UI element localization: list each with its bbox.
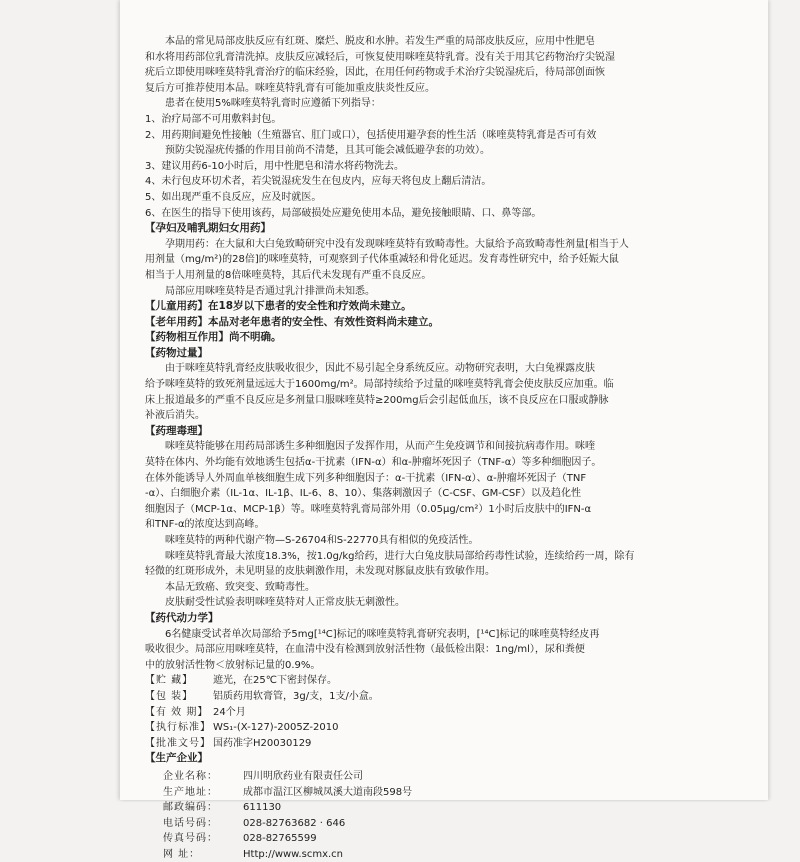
toxicology-line: 咪喹莫特的两种代谢产物—S-26704和S-22770具有相似的免疫活性。 bbox=[165, 535, 479, 546]
toxicology-line: 本品无致癌、致突变、致畸毒性。 bbox=[165, 581, 315, 593]
phone-row bbox=[163, 816, 665, 832]
fax-row bbox=[163, 831, 665, 847]
guide-item: 1、治疗局部不可用敷料封包。 bbox=[145, 113, 282, 125]
guide-item: 预防尖锐湿疣传播的作用目前尚不清楚，且其可能会减低避孕套的功效）。 bbox=[165, 145, 490, 157]
intro-line: 和水将用药部位乳膏清洗掉。皮肤反应减轻后，可恢复使用咪喹莫特乳膏。没有关于用其它药物治疗尖锐湿 bbox=[145, 51, 615, 63]
postcode-key: 邮政编码： bbox=[163, 802, 218, 814]
guide-item: 6、在医生的指导下使用该药，局部破损处应避免使用本品，避免接触眼睛、口、鼻等部。 bbox=[145, 207, 542, 219]
phone-value: 028-82763682 · 646 bbox=[243, 817, 346, 829]
guide-item: 4、未行包皮环切术者，若尖锐湿疣发生在包皮内，应每天将包皮上翻后清洁。 bbox=[145, 176, 492, 188]
toxicology-line: 在体外能诱导人外周血单核细胞生成下列多种细胞因子：α-干扰素（IFN-α）、α-肿瘤坏死因子（TNF bbox=[145, 472, 587, 484]
overdose-line: 由于咪喹莫特乳膏经皮肤吸收很少，因此不易引起全身系统反应。动物研究表明，大白兔裸露皮肤 bbox=[165, 363, 595, 375]
approval-row bbox=[145, 736, 665, 752]
website-value: Http://www.scmx.cn bbox=[243, 848, 343, 860]
pregnancy-line: 相当于人用剂量的8倍咪喹莫特，其后代未发现有严重不良反应。 bbox=[145, 269, 432, 281]
guide-item: 3、建议用药6-10小时后，用中性肥皂和清水将药物洗去。 bbox=[145, 160, 405, 172]
website-key: 网 址： bbox=[163, 848, 201, 860]
address-row bbox=[163, 785, 665, 801]
approval-key: 【批准文号】 bbox=[145, 737, 211, 749]
toxicology-line: 咪喹莫特乳膏最大浓度18.3%，按1.0g/kg给药，进行大白兔皮肤局部给药毒性试验，连续给药一周，除有 bbox=[165, 550, 635, 562]
standard-value: WS₁-(X-127)-2005Z-2010 bbox=[213, 722, 339, 734]
overdose-line: 给予咪喹莫特的致死剂量远远大于1600mg/m²。局部持续给予过量的咪喹莫特乳膏会使皮肤反应加重。临 bbox=[145, 379, 614, 391]
phone-key: 电话号码： bbox=[163, 817, 218, 829]
pregnancy-line: 孕期用药：在大鼠和大白兔致畸研究中没有发现咪喹莫特有致畸毒性。大鼠给予高致畸毒性剂量[相当于人 bbox=[165, 238, 629, 250]
pk-line: 6名健康受试者单次局部给予5mg[¹⁴C]标记的咪喹莫特乳膏研究表明，[¹⁴C]标记的咪喹莫特经皮再 bbox=[165, 628, 600, 640]
leaflet-content bbox=[145, 34, 665, 862]
company-name-key: 企业名称： bbox=[163, 770, 218, 782]
overdose-line: 床上报道最多的严重不良反应是多剂量口服咪喹莫特≥200mg后会引起低血压，该不良反应在口服或静脉 bbox=[145, 394, 609, 406]
storage-key: 【贮 藏】 bbox=[145, 675, 194, 687]
guide-item: 5、如出现严重不良反应，应及时就医。 bbox=[145, 191, 322, 203]
section-interaction: 【药物相互作用】尚不明确。 bbox=[145, 331, 282, 344]
section-heading-overdose: 【药物过量】 bbox=[145, 346, 208, 359]
shelf-life-row bbox=[145, 705, 665, 721]
toxicology-line: 咪喹莫特能够在用药局部诱生多种细胞因子发挥作用，从而产生免疫调节和间接抗病毒作用。咪喹 bbox=[165, 441, 595, 453]
section-children: 【儿童用药】在18岁以下患者的安全性和疗效尚未建立。 bbox=[145, 300, 412, 313]
section-heading-pregnancy: 【孕妇及哺乳期妇女用药】 bbox=[145, 222, 271, 235]
toxicology-line: 皮肤耐受性试验表明咪喹莫特对人正常皮肤无刺激性。 bbox=[165, 597, 405, 609]
pregnancy-line: 局部应用咪喹莫特是否通过乳汁排泄尚未知悉。 bbox=[165, 285, 375, 297]
section-heading-pk: 【药代动力学】 bbox=[145, 611, 219, 624]
company-info bbox=[145, 769, 665, 862]
section-elderly: 【老年用药】本品对老年患者的安全性、有效性资料尚未建立。 bbox=[145, 315, 439, 328]
storage-row bbox=[145, 673, 665, 689]
address-key: 生产地址： bbox=[163, 786, 218, 798]
toxicology-line: 轻微的红斑形成外，未见明显的皮肤刺激作用，未发现对豚鼠皮肤有致敏作用。 bbox=[145, 566, 495, 578]
shelf-life-key: 【有 效 期】 bbox=[145, 706, 209, 718]
intro-line: 复后方可推荐使用本品。咪喹莫特乳膏有可能加重皮肤炎性反应。 bbox=[145, 82, 435, 94]
toxicology-line: 莫特在体内、外均能有效地诱生包括α-干扰素（IFN-α）和α-肿瘤坏死因子（TNF-α）等多种细胞因子。 bbox=[145, 457, 602, 469]
company-name-row bbox=[163, 769, 665, 785]
standard-key: 【执行标准】 bbox=[145, 722, 211, 734]
pk-line: 中的放射活性物＜放射标记量的0.9%。 bbox=[145, 659, 321, 671]
overdose-line: 补液后消失。 bbox=[145, 410, 205, 422]
toxicology-line: -α）、白细胞介素（IL-1α、IL-1β、IL-6、8、10）、集落刺激因子（C-CSF、GM-CSF）以及趋化性 bbox=[145, 488, 581, 500]
toxicology-line: 细胞因子（MCP-1α、MCP-1β）等。咪喹莫特乳膏局部外用（0.05μg/cm²）1小时后皮肤中的IFN-α bbox=[145, 503, 592, 515]
package-key: 【包 装】 bbox=[145, 690, 194, 702]
website-row bbox=[163, 847, 665, 862]
section-heading-toxicology: 【药理毒理】 bbox=[145, 424, 208, 437]
guide-intro: 患者在使用5%咪喹莫特乳膏时应遵循下列指导： bbox=[165, 98, 381, 110]
intro-line: 疣后立即使用咪喹莫特乳膏治疗的临床经验，因此，在用任何药物或手术治疗尖锐湿疣后，待局部创面恢 bbox=[145, 67, 605, 79]
storage-value: 遮光，在25℃下密封保存。 bbox=[213, 675, 337, 687]
pregnancy-line: 用剂量（mg/m²)的28倍]的咪喹莫特，可观察到子代体重减轻和骨化延迟。发育毒性研究中，给予妊娠大鼠 bbox=[145, 254, 619, 266]
package-row bbox=[145, 689, 665, 705]
postcode-value: 611130 bbox=[243, 802, 282, 814]
shelf-life-value: 24个月 bbox=[213, 706, 246, 718]
toxicology-line: 和TNF-α的浓度达到高峰。 bbox=[145, 519, 265, 531]
pk-line: 吸收很少。局部应用咪喹莫特，在血清中没有检测到放射活性物（最低检出限：1ng/ml），尿和粪便 bbox=[145, 644, 585, 656]
section-heading-company: 【生产企业】 bbox=[145, 752, 208, 765]
approval-value: 国药准字H20030129 bbox=[213, 737, 312, 749]
postcode-row bbox=[163, 800, 665, 816]
fax-value: 028-82765599 bbox=[243, 833, 317, 845]
standard-row bbox=[145, 720, 665, 736]
intro-line: 本品的常见局部皮肤反应有红斑、糜烂、脱皮和水肿。若发生严重的局部皮肤反应，应用中性肥皂 bbox=[165, 36, 595, 47]
package-value: 铝质药用软膏管，3g/支，1支/小盒。 bbox=[213, 690, 379, 702]
fax-key: 传真号码： bbox=[163, 833, 218, 845]
address-value: 成都市温江区柳城凤溪大道南段598号 bbox=[243, 786, 413, 798]
company-name-value: 四川明欣药业有限责任公司 bbox=[243, 770, 363, 782]
guide-item: 2、用药期间避免性接触（生殖器官、肛门或口），包括使用避孕套的性生活（咪喹莫特乳膏是否可有效 bbox=[145, 129, 597, 141]
